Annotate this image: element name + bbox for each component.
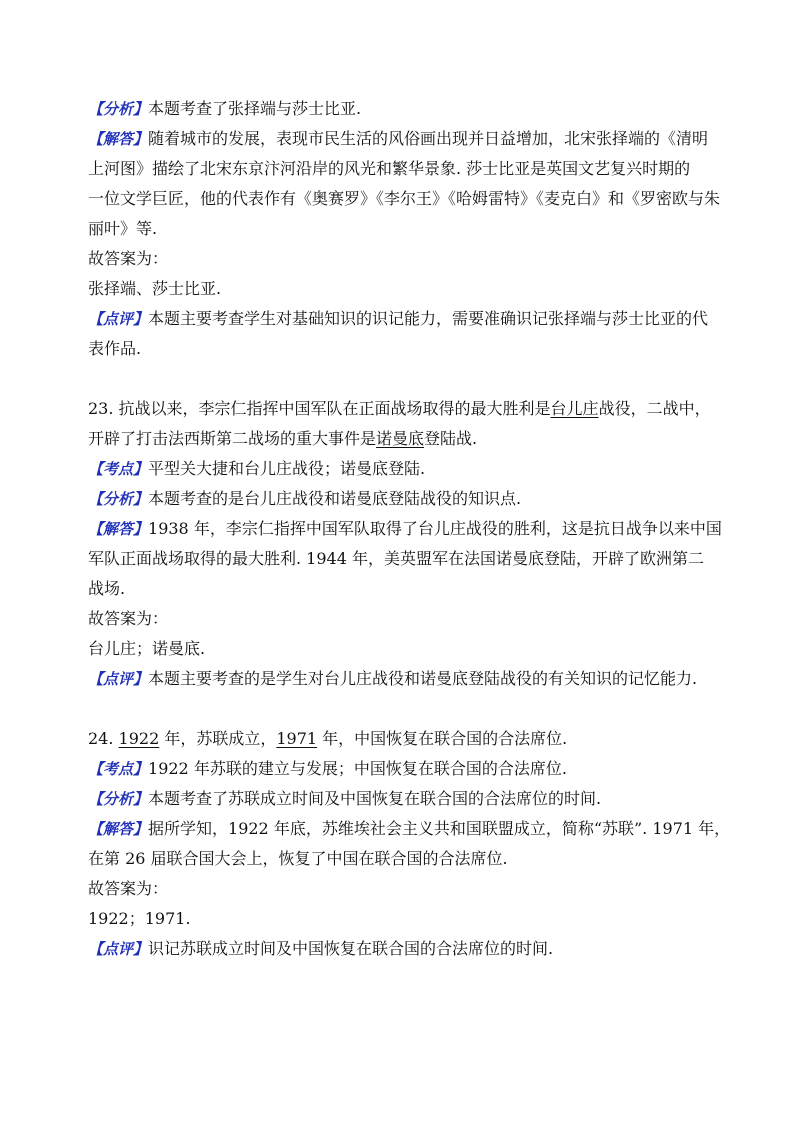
solution-text-continued: 一位文学巨匠，他的代表作有《奥赛罗》《李尔王》《哈姆雷特》《麦克白》和《罗密欧与朱 — [88, 189, 721, 208]
question-text: 年，中国恢复在联合国的合法席位. — [317, 729, 568, 748]
answer-text: 1922；1971. — [88, 909, 191, 928]
answer-text: 张择端、莎士比亚. — [88, 279, 222, 298]
question-text: 开辟了打击法西斯第二战场的重大事件是 — [88, 429, 377, 448]
solution-text-continued: 在第 26 届联合国大会上，恢复了中国在联合国的合法席位. — [88, 849, 508, 868]
analysis-tag: 【分析】 — [88, 100, 149, 118]
question-text: 战役，二战中， — [598, 399, 711, 418]
knowledge-point-line — [88, 754, 718, 784]
solution-text: 随着城市的发展，表现市民生活的风俗画出现并日益增加，北宋张择端的《清明 — [148, 129, 709, 148]
answer-blank: 台儿庄 — [550, 399, 599, 418]
spacer — [88, 694, 718, 724]
document-page — [88, 94, 731, 964]
answer-blank: 1922 — [118, 729, 160, 748]
knowledge-point-line — [88, 454, 718, 484]
knowledge-point-tag: 【考点】 — [88, 760, 149, 778]
comment-line — [88, 934, 718, 964]
analysis-line — [88, 94, 718, 124]
question-text: 登陆战. — [424, 429, 478, 448]
question-23-line — [88, 394, 718, 424]
question-text: 24. — [88, 729, 119, 748]
answer-intro: 故答案为： — [88, 249, 169, 268]
analysis-line — [88, 484, 718, 514]
comment-text-continued: 表作品. — [88, 339, 142, 358]
question-text: 23. 抗战以来，李宗仁指挥中国军队在正面战场取得的最大胜利是 — [88, 399, 551, 418]
solution-text-continued: 军队正面战场取得的最大胜利. 1944 年，美英盟军在法国诺曼底登陆，开辟了欧洲第二 — [88, 549, 704, 568]
solution-text: 据所学知，1922 年底，苏维埃社会主义共和国联盟成立，简称“苏联”. 1971 年， — [148, 819, 731, 838]
solution-text: 1938 年，李宗仁指挥中国军队取得了台儿庄战役的胜利，这是抗日战争以来中国 — [148, 519, 722, 538]
question-text: 年，苏联成立， — [159, 729, 277, 748]
spacer — [88, 364, 718, 394]
comment-text: 识记苏联成立时间及中国恢复在联合国的合法席位的时间. — [148, 939, 554, 958]
analysis-tag: 【分析】 — [88, 490, 149, 508]
knowledge-point-text: 平型关大捷和台儿庄战役；诺曼底登陆. — [148, 459, 426, 478]
solution-text-continued: 战场. — [88, 579, 126, 598]
comment-tag: 【点评】 — [88, 940, 149, 958]
analysis-tag: 【分析】 — [88, 790, 149, 808]
solution-text-continued: 丽叶》等. — [88, 219, 158, 238]
answer-text: 台儿庄；诺曼底. — [88, 639, 206, 658]
analysis-text: 本题考查了张择端与莎士比亚. — [148, 99, 362, 118]
knowledge-point-tag: 【考点】 — [88, 460, 149, 478]
analysis-line — [88, 784, 718, 814]
answer-intro: 故答案为： — [88, 609, 169, 628]
analysis-text: 本题考查的是台儿庄战役和诺曼底登陆战役的知识点. — [148, 489, 522, 508]
solution-tag: 【解答】 — [88, 520, 149, 538]
comment-text: 本题主要考查学生对基础知识的识记能力，需要准确识记张择端与莎士比亚的代 — [148, 309, 709, 328]
comment-tag: 【点评】 — [88, 670, 149, 688]
comment-text: 本题主要考查的是学生对台儿庄战役和诺曼底登陆战役的有关知识的记忆能力. — [148, 669, 698, 688]
solution-text-continued: 上河图》描绘了北宋东京汴河沿岸的风光和繁华景象. 莎士比亚是英国文艺复兴时期的 — [88, 159, 691, 178]
solution-line — [88, 814, 731, 844]
solution-tag: 【解答】 — [88, 820, 149, 838]
solution-line — [88, 124, 718, 154]
comment-tag: 【点评】 — [88, 310, 149, 328]
answer-blank: 诺曼底 — [376, 429, 425, 448]
comment-line — [88, 304, 718, 334]
answer-intro: 故答案为： — [88, 879, 169, 898]
solution-tag: 【解答】 — [88, 130, 149, 148]
question-23-line-2 — [88, 424, 718, 454]
question-24-line — [88, 724, 718, 754]
knowledge-point-text: 1922 年苏联的建立与发展；中国恢复在联合国的合法席位. — [148, 759, 567, 778]
comment-line — [88, 664, 718, 694]
analysis-text: 本题考查了苏联成立时间及中国恢复在联合国的合法席位的时间. — [148, 789, 602, 808]
solution-line — [88, 514, 722, 544]
answer-blank: 1971 — [276, 729, 318, 748]
